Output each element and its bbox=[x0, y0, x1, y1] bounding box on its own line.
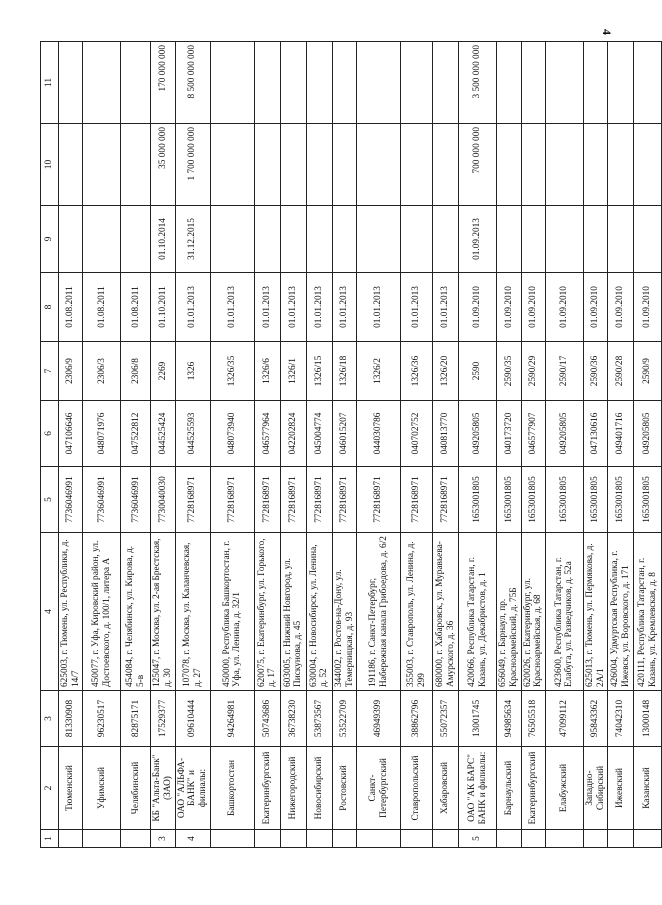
bik-cell: 049205805 bbox=[459, 401, 497, 467]
table-row bbox=[151, 42, 175, 848]
inn-cell: 7736046991 bbox=[83, 467, 121, 533]
bik-cell: 048071976 bbox=[83, 401, 121, 467]
row-number-cell bbox=[210, 830, 254, 848]
okpo-code-cell: 17529377 bbox=[151, 691, 175, 747]
table-row bbox=[306, 42, 332, 848]
bank-registry-table bbox=[40, 41, 662, 848]
column-number-10: 10 bbox=[41, 124, 59, 206]
bik-cell: 046015207 bbox=[332, 401, 356, 467]
start-date-cell: 01.09.2010 bbox=[583, 273, 607, 342]
table-row bbox=[634, 42, 662, 848]
bik-cell: 044525424 bbox=[151, 401, 175, 467]
inn-cell: 1653001805 bbox=[608, 467, 634, 533]
amount-1-cell bbox=[83, 124, 121, 206]
start-date-cell: 01.01.2013 bbox=[280, 273, 306, 342]
address-cell: 191186, г. Санкт-Петербург, Набережная канала Грибоедова, д. 6/2 bbox=[357, 533, 401, 691]
column-number-11: 11 bbox=[41, 42, 59, 124]
reg-number-cell: 1326/20 bbox=[433, 342, 459, 401]
table-row bbox=[254, 42, 280, 848]
bank-name-cell: Екатеринбургский bbox=[521, 747, 545, 830]
amount-2-cell bbox=[83, 42, 121, 124]
start-date-cell: 01.10.2011 bbox=[151, 273, 175, 342]
inn-cell: 1653001805 bbox=[521, 467, 545, 533]
amount-2-cell bbox=[332, 42, 356, 124]
inn-cell: 1653001805 bbox=[545, 467, 583, 533]
okpo-code-cell: 82875171 bbox=[121, 691, 151, 747]
start-date-cell: 01.01.2013 bbox=[210, 273, 254, 342]
start-date-cell: 01.09.2010 bbox=[459, 273, 497, 342]
reg-number-cell: 1326/18 bbox=[332, 342, 356, 401]
end-date-cell bbox=[254, 206, 280, 273]
column-number-3: 3 bbox=[41, 691, 59, 747]
table-body bbox=[59, 42, 662, 848]
address-cell: 423600, Республика Татарстан, г. Елабуга, ул. Разведчиков, д. 52а bbox=[545, 533, 583, 691]
address-cell: 125047, г. Москва, ул. 2-ая Брестская, д. 30 bbox=[151, 533, 175, 691]
amount-1-cell bbox=[401, 124, 433, 206]
start-date-cell: 01.01.2013 bbox=[175, 273, 210, 342]
row-number-cell bbox=[254, 830, 280, 848]
row-number-cell bbox=[521, 830, 545, 848]
bank-name-cell: Челябинский bbox=[121, 747, 151, 830]
inn-cell: 1653001805 bbox=[497, 467, 521, 533]
end-date-cell bbox=[121, 206, 151, 273]
table-row bbox=[83, 42, 121, 848]
reg-number-cell: 1326/15 bbox=[306, 342, 332, 401]
address-cell: 355003, г. Ставрополь, ул. Ленина, д. 299 bbox=[401, 533, 433, 691]
bik-cell: 042202824 bbox=[280, 401, 306, 467]
row-number-cell bbox=[83, 830, 121, 848]
amount-2-cell bbox=[545, 42, 583, 124]
start-date-cell: 01.09.2010 bbox=[634, 273, 662, 342]
bank-name-cell: Тюменский bbox=[59, 747, 83, 830]
end-date-cell: 01.09.2013 bbox=[459, 206, 497, 273]
amount-1-cell bbox=[357, 124, 401, 206]
column-number-5: 5 bbox=[41, 467, 59, 533]
address-cell: 630004, г. Новосибирск, ул. Ленина, д. 52 bbox=[306, 533, 332, 691]
start-date-cell: 01.09.2010 bbox=[608, 273, 634, 342]
table-row bbox=[121, 42, 151, 848]
end-date-cell bbox=[59, 206, 83, 273]
bik-cell: 040173720 bbox=[497, 401, 521, 467]
reg-number-cell: 1326/35 bbox=[210, 342, 254, 401]
amount-1-cell bbox=[521, 124, 545, 206]
amount-1-cell bbox=[583, 124, 607, 206]
row-number-cell bbox=[634, 830, 662, 848]
bik-cell: 047130616 bbox=[583, 401, 607, 467]
start-date-cell: 01.09.2010 bbox=[497, 273, 521, 342]
address-cell: 454084, г. Челябинск, ул. Кирова, д. 5-в bbox=[121, 533, 151, 691]
bank-name-cell: ОАО "АК БАРС" БАНК и филиалы: bbox=[459, 747, 497, 830]
inn-cell: 7728168971 bbox=[433, 467, 459, 533]
row-number-cell bbox=[433, 830, 459, 848]
column-number-row bbox=[41, 42, 59, 848]
bik-cell: 049205805 bbox=[634, 401, 662, 467]
rotated-table-container bbox=[40, 42, 662, 848]
address-cell: 420066, Республика Татарстан, г. Казань, ул. Декабристов, д. 1 bbox=[459, 533, 497, 691]
end-date-cell bbox=[634, 206, 662, 273]
page-number: 4 bbox=[600, 29, 614, 35]
row-number-cell bbox=[357, 830, 401, 848]
bik-cell: 045004774 bbox=[306, 401, 332, 467]
amount-1-cell bbox=[634, 124, 662, 206]
inn-cell: 7730040030 bbox=[151, 467, 175, 533]
bank-name-cell: Хабаровский bbox=[433, 747, 459, 830]
table-row bbox=[521, 42, 545, 848]
inn-cell: 7728168971 bbox=[401, 467, 433, 533]
reg-number-cell: 1326/1 bbox=[280, 342, 306, 401]
start-date-cell: 01.08.2011 bbox=[59, 273, 83, 342]
amount-2-cell bbox=[401, 42, 433, 124]
reg-number-cell: 2269 bbox=[151, 342, 175, 401]
start-date-cell: 01.08.2011 bbox=[121, 273, 151, 342]
end-date-cell bbox=[357, 206, 401, 273]
okpo-code-cell: 13001745 bbox=[459, 691, 497, 747]
okpo-code-cell: 55072357 bbox=[433, 691, 459, 747]
inn-cell: 1653001805 bbox=[583, 467, 607, 533]
address-cell: 620075, г. Екатеринбург, ул. Горького, д. 17 bbox=[254, 533, 280, 691]
start-date-cell: 01.01.2013 bbox=[401, 273, 433, 342]
address-cell: 625003, г. Тюмень, ул. Республики, д. 14/7 bbox=[59, 533, 83, 691]
address-cell: 603005, г. Нижний Новгород, ул. Пискунова, д. 45 bbox=[280, 533, 306, 691]
amount-2-cell bbox=[583, 42, 607, 124]
amount-1-cell bbox=[210, 124, 254, 206]
reg-number-cell: 1326 bbox=[175, 342, 210, 401]
address-cell: 620026, г. Екатеринбург, ул. Красноармейская, д. 68 bbox=[521, 533, 545, 691]
address-cell: 426004, Удмуртская Республика, г. Ижевск, ул. Воровского, д. 171 bbox=[608, 533, 634, 691]
row-number-cell bbox=[545, 830, 583, 848]
column-number-2: 2 bbox=[41, 747, 59, 830]
inn-cell: 7728168971 bbox=[280, 467, 306, 533]
column-number-7: 7 bbox=[41, 342, 59, 401]
bank-name-cell: Ставропольский bbox=[401, 747, 433, 830]
amount-2-cell bbox=[357, 42, 401, 124]
amount-1-cell bbox=[254, 124, 280, 206]
amount-2-cell bbox=[280, 42, 306, 124]
row-number-cell bbox=[121, 830, 151, 848]
table-row bbox=[545, 42, 583, 848]
bank-name-cell: Ижевский bbox=[608, 747, 634, 830]
column-number-8: 8 bbox=[41, 273, 59, 342]
reg-number-cell: 2306/8 bbox=[121, 342, 151, 401]
okpo-code-cell: 38862796 bbox=[401, 691, 433, 747]
start-date-cell: 01.01.2013 bbox=[357, 273, 401, 342]
inn-cell: 7728168971 bbox=[254, 467, 280, 533]
bik-cell: 040813770 bbox=[433, 401, 459, 467]
column-number-9: 9 bbox=[41, 206, 59, 273]
start-date-cell: 01.01.2013 bbox=[306, 273, 332, 342]
start-date-cell: 01.09.2010 bbox=[521, 273, 545, 342]
okpo-code-cell: 09610444 bbox=[175, 691, 210, 747]
okpo-code-cell: 76505518 bbox=[521, 691, 545, 747]
amount-1-cell bbox=[59, 124, 83, 206]
table-row bbox=[357, 42, 401, 848]
table-row bbox=[433, 42, 459, 848]
bik-cell: 044030786 bbox=[357, 401, 401, 467]
end-date-cell bbox=[583, 206, 607, 273]
start-date-cell: 01.09.2010 bbox=[545, 273, 583, 342]
amount-2-cell: 3 500 000 000 bbox=[459, 42, 497, 124]
reg-number-cell: 1326/2 bbox=[357, 342, 401, 401]
bik-cell: 046577964 bbox=[254, 401, 280, 467]
amount-1-cell bbox=[545, 124, 583, 206]
reg-number-cell: 2306/3 bbox=[83, 342, 121, 401]
row-number-cell: 4 bbox=[175, 830, 210, 848]
start-date-cell: 01.01.2013 bbox=[433, 273, 459, 342]
okpo-code-cell: 94264981 bbox=[210, 691, 254, 747]
row-number-cell: 3 bbox=[151, 830, 175, 848]
column-number-1: 1 bbox=[41, 830, 59, 848]
inn-cell: 7736046991 bbox=[59, 467, 83, 533]
end-date-cell bbox=[608, 206, 634, 273]
amount-2-cell bbox=[59, 42, 83, 124]
bik-cell: 047106646 bbox=[59, 401, 83, 467]
table-row bbox=[59, 42, 83, 848]
address-cell: 450077, г. Уфа, Кировский район, ул. Достоевского, д. 100/1, литера А bbox=[83, 533, 121, 691]
amount-2-cell bbox=[306, 42, 332, 124]
address-cell: 680000, г. Хабаровск, ул. Муравьева-Амурского, д. 36 bbox=[433, 533, 459, 691]
amount-2-cell bbox=[608, 42, 634, 124]
reg-number-cell: 2306/9 bbox=[59, 342, 83, 401]
end-date-cell bbox=[433, 206, 459, 273]
end-date-cell bbox=[401, 206, 433, 273]
end-date-cell bbox=[306, 206, 332, 273]
table-row bbox=[332, 42, 356, 848]
bik-cell: 040702752 bbox=[401, 401, 433, 467]
address-cell: 656049, г. Барнаул, пр. Красноармейский, д. 75Б bbox=[497, 533, 521, 691]
reg-number-cell: 2590/28 bbox=[608, 342, 634, 401]
row-number-cell bbox=[608, 830, 634, 848]
reg-number-cell: 2590/29 bbox=[521, 342, 545, 401]
amount-1-cell bbox=[332, 124, 356, 206]
row-number-cell bbox=[59, 830, 83, 848]
okpo-code-cell: 74042310 bbox=[608, 691, 634, 747]
start-date-cell: 01.01.2013 bbox=[254, 273, 280, 342]
address-cell: 625013, г. Тюмень, ул. Пермякова, д. 2А/1 bbox=[583, 533, 607, 691]
okpo-code-cell: 47099112 bbox=[545, 691, 583, 747]
inn-cell: 7728168971 bbox=[210, 467, 254, 533]
bank-name-cell: Западно-Сибирский bbox=[583, 747, 607, 830]
row-number-cell bbox=[280, 830, 306, 848]
amount-2-cell: 8 500 000 000 bbox=[175, 42, 210, 124]
address-cell: 344002, г. Ростов-на-Дону, ул. Темерницкая, д. 93 bbox=[332, 533, 356, 691]
inn-cell: 7728168971 bbox=[306, 467, 332, 533]
amount-2-cell bbox=[521, 42, 545, 124]
address-cell: 450000, Республика Башкортостан, г. Уфа, ул. Ленина, д. 32/1 bbox=[210, 533, 254, 691]
bank-name-cell: Башкортостан bbox=[210, 747, 254, 830]
reg-number-cell: 1326/6 bbox=[254, 342, 280, 401]
okpo-code-cell: 50743686 bbox=[254, 691, 280, 747]
end-date-cell bbox=[83, 206, 121, 273]
amount-1-cell: 1 700 000 000 bbox=[175, 124, 210, 206]
okpo-code-cell: 36738230 bbox=[280, 691, 306, 747]
amount-1-cell: 35 000 000 bbox=[151, 124, 175, 206]
address-cell: 420111, Республика Татарстан, г. Казань, ул. Кремлевская, д. 8 bbox=[634, 533, 662, 691]
inn-cell: 7736046991 bbox=[121, 467, 151, 533]
end-date-cell: 01.10.2014 bbox=[151, 206, 175, 273]
bank-name-cell: Санкт-Петербургский bbox=[357, 747, 401, 830]
row-number-cell: 5 bbox=[459, 830, 497, 848]
okpo-code-cell: 96230517 bbox=[83, 691, 121, 747]
bik-cell: 047522812 bbox=[121, 401, 151, 467]
reg-number-cell: 2590/35 bbox=[497, 342, 521, 401]
row-number-cell bbox=[401, 830, 433, 848]
bank-name-cell: Казанский bbox=[634, 747, 662, 830]
reg-number-cell: 2590/36 bbox=[583, 342, 607, 401]
column-number-6: 6 bbox=[41, 401, 59, 467]
reg-number-cell: 2590 bbox=[459, 342, 497, 401]
row-number-cell bbox=[497, 830, 521, 848]
row-number-cell bbox=[306, 830, 332, 848]
bank-name-cell: ОАО "АЛЬФА-БАНК" и филиалы: bbox=[175, 747, 210, 830]
bank-name-cell: КБ "Альта-Банк" (ЗАО) bbox=[151, 747, 175, 830]
amount-2-cell bbox=[497, 42, 521, 124]
bank-name-cell: Ростовский bbox=[332, 747, 356, 830]
bank-name-cell: Елабужский bbox=[545, 747, 583, 830]
table-row bbox=[583, 42, 607, 848]
table-row bbox=[459, 42, 497, 848]
bik-cell: 044525593 bbox=[175, 401, 210, 467]
row-number-cell bbox=[332, 830, 356, 848]
amount-1-cell: 700 000 000 bbox=[459, 124, 497, 206]
amount-2-cell bbox=[254, 42, 280, 124]
start-date-cell: 01.08.2011 bbox=[83, 273, 121, 342]
end-date-cell bbox=[545, 206, 583, 273]
end-date-cell bbox=[280, 206, 306, 273]
table-row bbox=[401, 42, 433, 848]
okpo-code-cell: 81330908 bbox=[59, 691, 83, 747]
bank-name-cell: Нижегородский bbox=[280, 747, 306, 830]
amount-1-cell bbox=[433, 124, 459, 206]
amount-1-cell bbox=[121, 124, 151, 206]
okpo-code-cell: 46949399 bbox=[357, 691, 401, 747]
amount-1-cell bbox=[280, 124, 306, 206]
table-row bbox=[608, 42, 634, 848]
start-date-cell: 01.01.2013 bbox=[332, 273, 356, 342]
amount-2-cell: 170 000 000 bbox=[151, 42, 175, 124]
table-row bbox=[497, 42, 521, 848]
okpo-code-cell: 94985634 bbox=[497, 691, 521, 747]
table-row bbox=[210, 42, 254, 848]
bik-cell: 049401716 bbox=[608, 401, 634, 467]
row-number-cell bbox=[583, 830, 607, 848]
address-cell: 107078, г. Москва, ул. Каланчевская, д. 27 bbox=[175, 533, 210, 691]
inn-cell: 7728168971 bbox=[357, 467, 401, 533]
amount-1-cell bbox=[497, 124, 521, 206]
bik-cell: 048073940 bbox=[210, 401, 254, 467]
amount-2-cell bbox=[121, 42, 151, 124]
inn-cell: 7728168971 bbox=[175, 467, 210, 533]
amount-2-cell bbox=[634, 42, 662, 124]
amount-1-cell bbox=[608, 124, 634, 206]
end-date-cell bbox=[521, 206, 545, 273]
inn-cell: 1653001805 bbox=[634, 467, 662, 533]
bik-cell: 046577907 bbox=[521, 401, 545, 467]
table-row bbox=[175, 42, 210, 848]
end-date-cell bbox=[210, 206, 254, 273]
okpo-code-cell: 95843362 bbox=[583, 691, 607, 747]
end-date-cell bbox=[497, 206, 521, 273]
amount-2-cell bbox=[210, 42, 254, 124]
inn-cell: 7728168971 bbox=[332, 467, 356, 533]
table-row bbox=[280, 42, 306, 848]
bik-cell: 049205805 bbox=[545, 401, 583, 467]
okpo-code-cell: 53873567 bbox=[306, 691, 332, 747]
column-number-4: 4 bbox=[41, 533, 59, 691]
okpo-code-cell: 13000148 bbox=[634, 691, 662, 747]
reg-number-cell: 2590/17 bbox=[545, 342, 583, 401]
reg-number-cell: 2590/9 bbox=[634, 342, 662, 401]
inn-cell: 1653001805 bbox=[459, 467, 497, 533]
bank-name-cell: Екатеринбургский bbox=[254, 747, 280, 830]
reg-number-cell: 1326/36 bbox=[401, 342, 433, 401]
bank-name-cell: Барнаульский bbox=[497, 747, 521, 830]
end-date-cell: 31.12.2015 bbox=[175, 206, 210, 273]
bank-name-cell: Уфимский bbox=[83, 747, 121, 830]
amount-2-cell bbox=[433, 42, 459, 124]
bank-name-cell: Новосибирский bbox=[306, 747, 332, 830]
amount-1-cell bbox=[306, 124, 332, 206]
end-date-cell bbox=[332, 206, 356, 273]
okpo-code-cell: 53522709 bbox=[332, 691, 356, 747]
